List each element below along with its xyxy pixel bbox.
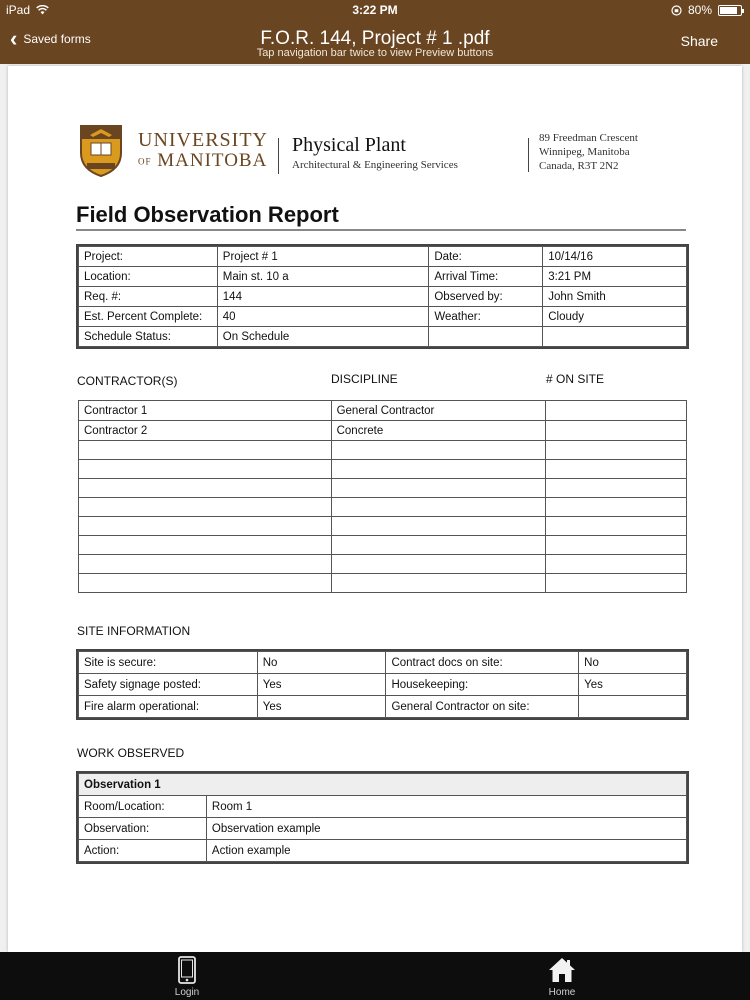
empty-cell (546, 536, 687, 555)
empty-cell (546, 574, 687, 593)
empty-cell (331, 460, 546, 479)
alarm-value: Yes (257, 696, 386, 718)
table-row (79, 401, 687, 421)
empty-cell (79, 498, 332, 517)
tab-bar (0, 952, 750, 1000)
university-line1: UNIVERSITY (138, 129, 268, 151)
arrival-label: Arrival Time: (429, 267, 543, 287)
university-wordmark (138, 129, 268, 172)
navigation-hint: Tap navigation bar twice to view Preview buttons (256, 47, 494, 59)
device-label: iPad (6, 3, 31, 17)
department-block (292, 134, 458, 171)
project-label: Project: (79, 247, 218, 267)
battery-icon (718, 5, 742, 16)
observation-table (78, 773, 687, 862)
observation-value: Observation example (206, 818, 686, 840)
weather-value: Cloudy (543, 307, 687, 327)
work-observed-heading: WORK OBSERVED (77, 746, 185, 760)
address-block (539, 131, 638, 173)
empty-cell (79, 517, 332, 536)
pdf-page[interactable] (8, 66, 742, 952)
share-button[interactable]: Share (680, 33, 718, 49)
empty-cell (79, 460, 332, 479)
letterhead-divider (278, 138, 279, 174)
empty-cell (546, 555, 687, 574)
site-info-table (78, 651, 687, 718)
docs-label: Contract docs on site: (386, 652, 579, 674)
empty-cell (546, 460, 687, 479)
contractor-name: Contractor 1 (79, 401, 332, 421)
room-value: Room 1 (206, 796, 686, 818)
action-value: Action example (206, 840, 686, 862)
empty-cell (331, 517, 546, 536)
tab-home-label: Home (548, 987, 576, 998)
contractor-discipline: General Contractor (331, 401, 546, 421)
university-line2: MANITOBA (157, 150, 268, 171)
empty-cell (546, 498, 687, 517)
empty-cell (79, 555, 332, 574)
report-title: Field Observation Report (76, 202, 339, 227)
table-row (79, 498, 687, 517)
project-value: Project # 1 (217, 247, 429, 267)
docs-value: No (579, 652, 687, 674)
contractors-heading: CONTRACTOR(S) (77, 374, 178, 388)
empty-cell (331, 536, 546, 555)
project-info-table (78, 246, 687, 347)
table-row (79, 421, 687, 441)
table-row (79, 555, 687, 574)
tab-login[interactable] (147, 956, 227, 998)
onsite-heading: # ON SITE (546, 372, 605, 386)
alarm-label: Fire alarm operational: (79, 696, 258, 718)
observation-label: Observation: (79, 818, 207, 840)
arrival-value: 3:21 PM (543, 267, 687, 287)
contractors-table (78, 400, 687, 593)
department-title: Physical Plant (292, 134, 406, 156)
table-row (79, 574, 687, 593)
table-row (79, 441, 687, 460)
table-row (79, 517, 687, 536)
empty-cell (546, 517, 687, 536)
phone-icon (178, 956, 196, 984)
gc-label: General Contractor on site: (386, 696, 579, 718)
housekeeping-label: Housekeeping: (386, 674, 579, 696)
signage-value: Yes (257, 674, 386, 696)
req-value: 144 (217, 287, 429, 307)
empty-cell (331, 555, 546, 574)
empty-cell (331, 498, 546, 517)
table-row (79, 460, 687, 479)
status-bar (0, 0, 750, 20)
department-subtitle: Architectural & Engineering Services (292, 159, 458, 171)
secure-label: Site is secure: (79, 652, 258, 674)
empty-cell (543, 327, 687, 347)
location-value: Main st. 10 a (217, 267, 429, 287)
contractor-discipline: Concrete (331, 421, 546, 441)
empty-cell (331, 574, 546, 593)
percent-value: 40 (217, 307, 429, 327)
contractor-onsite (546, 401, 687, 421)
empty-cell (79, 479, 332, 498)
empty-cell (331, 441, 546, 460)
discipline-heading: DISCIPLINE (331, 372, 398, 386)
tab-login-label: Login (174, 987, 200, 998)
empty-cell (546, 441, 687, 460)
schedule-label: Schedule Status: (79, 327, 218, 347)
status-time: 3:22 PM (352, 3, 398, 17)
observed-value: John Smith (543, 287, 687, 307)
secure-value: No (257, 652, 386, 674)
gc-value (579, 696, 687, 718)
empty-cell (79, 441, 332, 460)
weather-label: Weather: (429, 307, 543, 327)
contractor-name: Contractor 2 (79, 421, 332, 441)
home-icon (548, 956, 576, 984)
document-title: F.O.R. 144, Project # 1 .pdf (260, 28, 490, 49)
empty-cell (429, 327, 543, 347)
table-row (79, 479, 687, 498)
address-divider (528, 138, 529, 172)
action-label: Action: (79, 840, 207, 862)
observed-label: Observed by: (429, 287, 543, 307)
date-value: 10/14/16 (543, 247, 687, 267)
schedule-value: On Schedule (217, 327, 429, 347)
date-label: Date: (429, 247, 543, 267)
university-crest-logo (78, 123, 124, 177)
contractor-onsite (546, 421, 687, 441)
rotation-lock-icon (671, 5, 682, 16)
location-label: Location: (79, 267, 218, 287)
back-button-label: Saved forms (23, 32, 91, 46)
title-divider (76, 229, 686, 231)
percent-label: Est. Percent Complete: (79, 307, 218, 327)
tab-home[interactable] (522, 956, 602, 998)
address-line-2: Winnipeg, Manitoba (539, 146, 630, 158)
battery-percent: 80% (687, 3, 712, 17)
empty-cell (79, 574, 332, 593)
chevron-left-icon: ‹ (10, 26, 18, 51)
empty-cell (331, 479, 546, 498)
empty-cell (546, 479, 687, 498)
navigation-bar[interactable] (0, 0, 750, 64)
signage-label: Safety signage posted: (79, 674, 258, 696)
address-line-1: 89 Freedman Crescent (539, 132, 638, 144)
table-row (79, 536, 687, 555)
address-line-3: Canada, R3T 2N2 (539, 160, 619, 172)
site-info-heading: SITE INFORMATION (77, 624, 191, 638)
room-label: Room/Location: (79, 796, 207, 818)
university-of: OF (138, 156, 152, 167)
empty-cell (79, 536, 332, 555)
observation-title: Observation 1 (79, 774, 687, 796)
req-label: Req. #: (79, 287, 218, 307)
housekeeping-value: Yes (579, 674, 687, 696)
